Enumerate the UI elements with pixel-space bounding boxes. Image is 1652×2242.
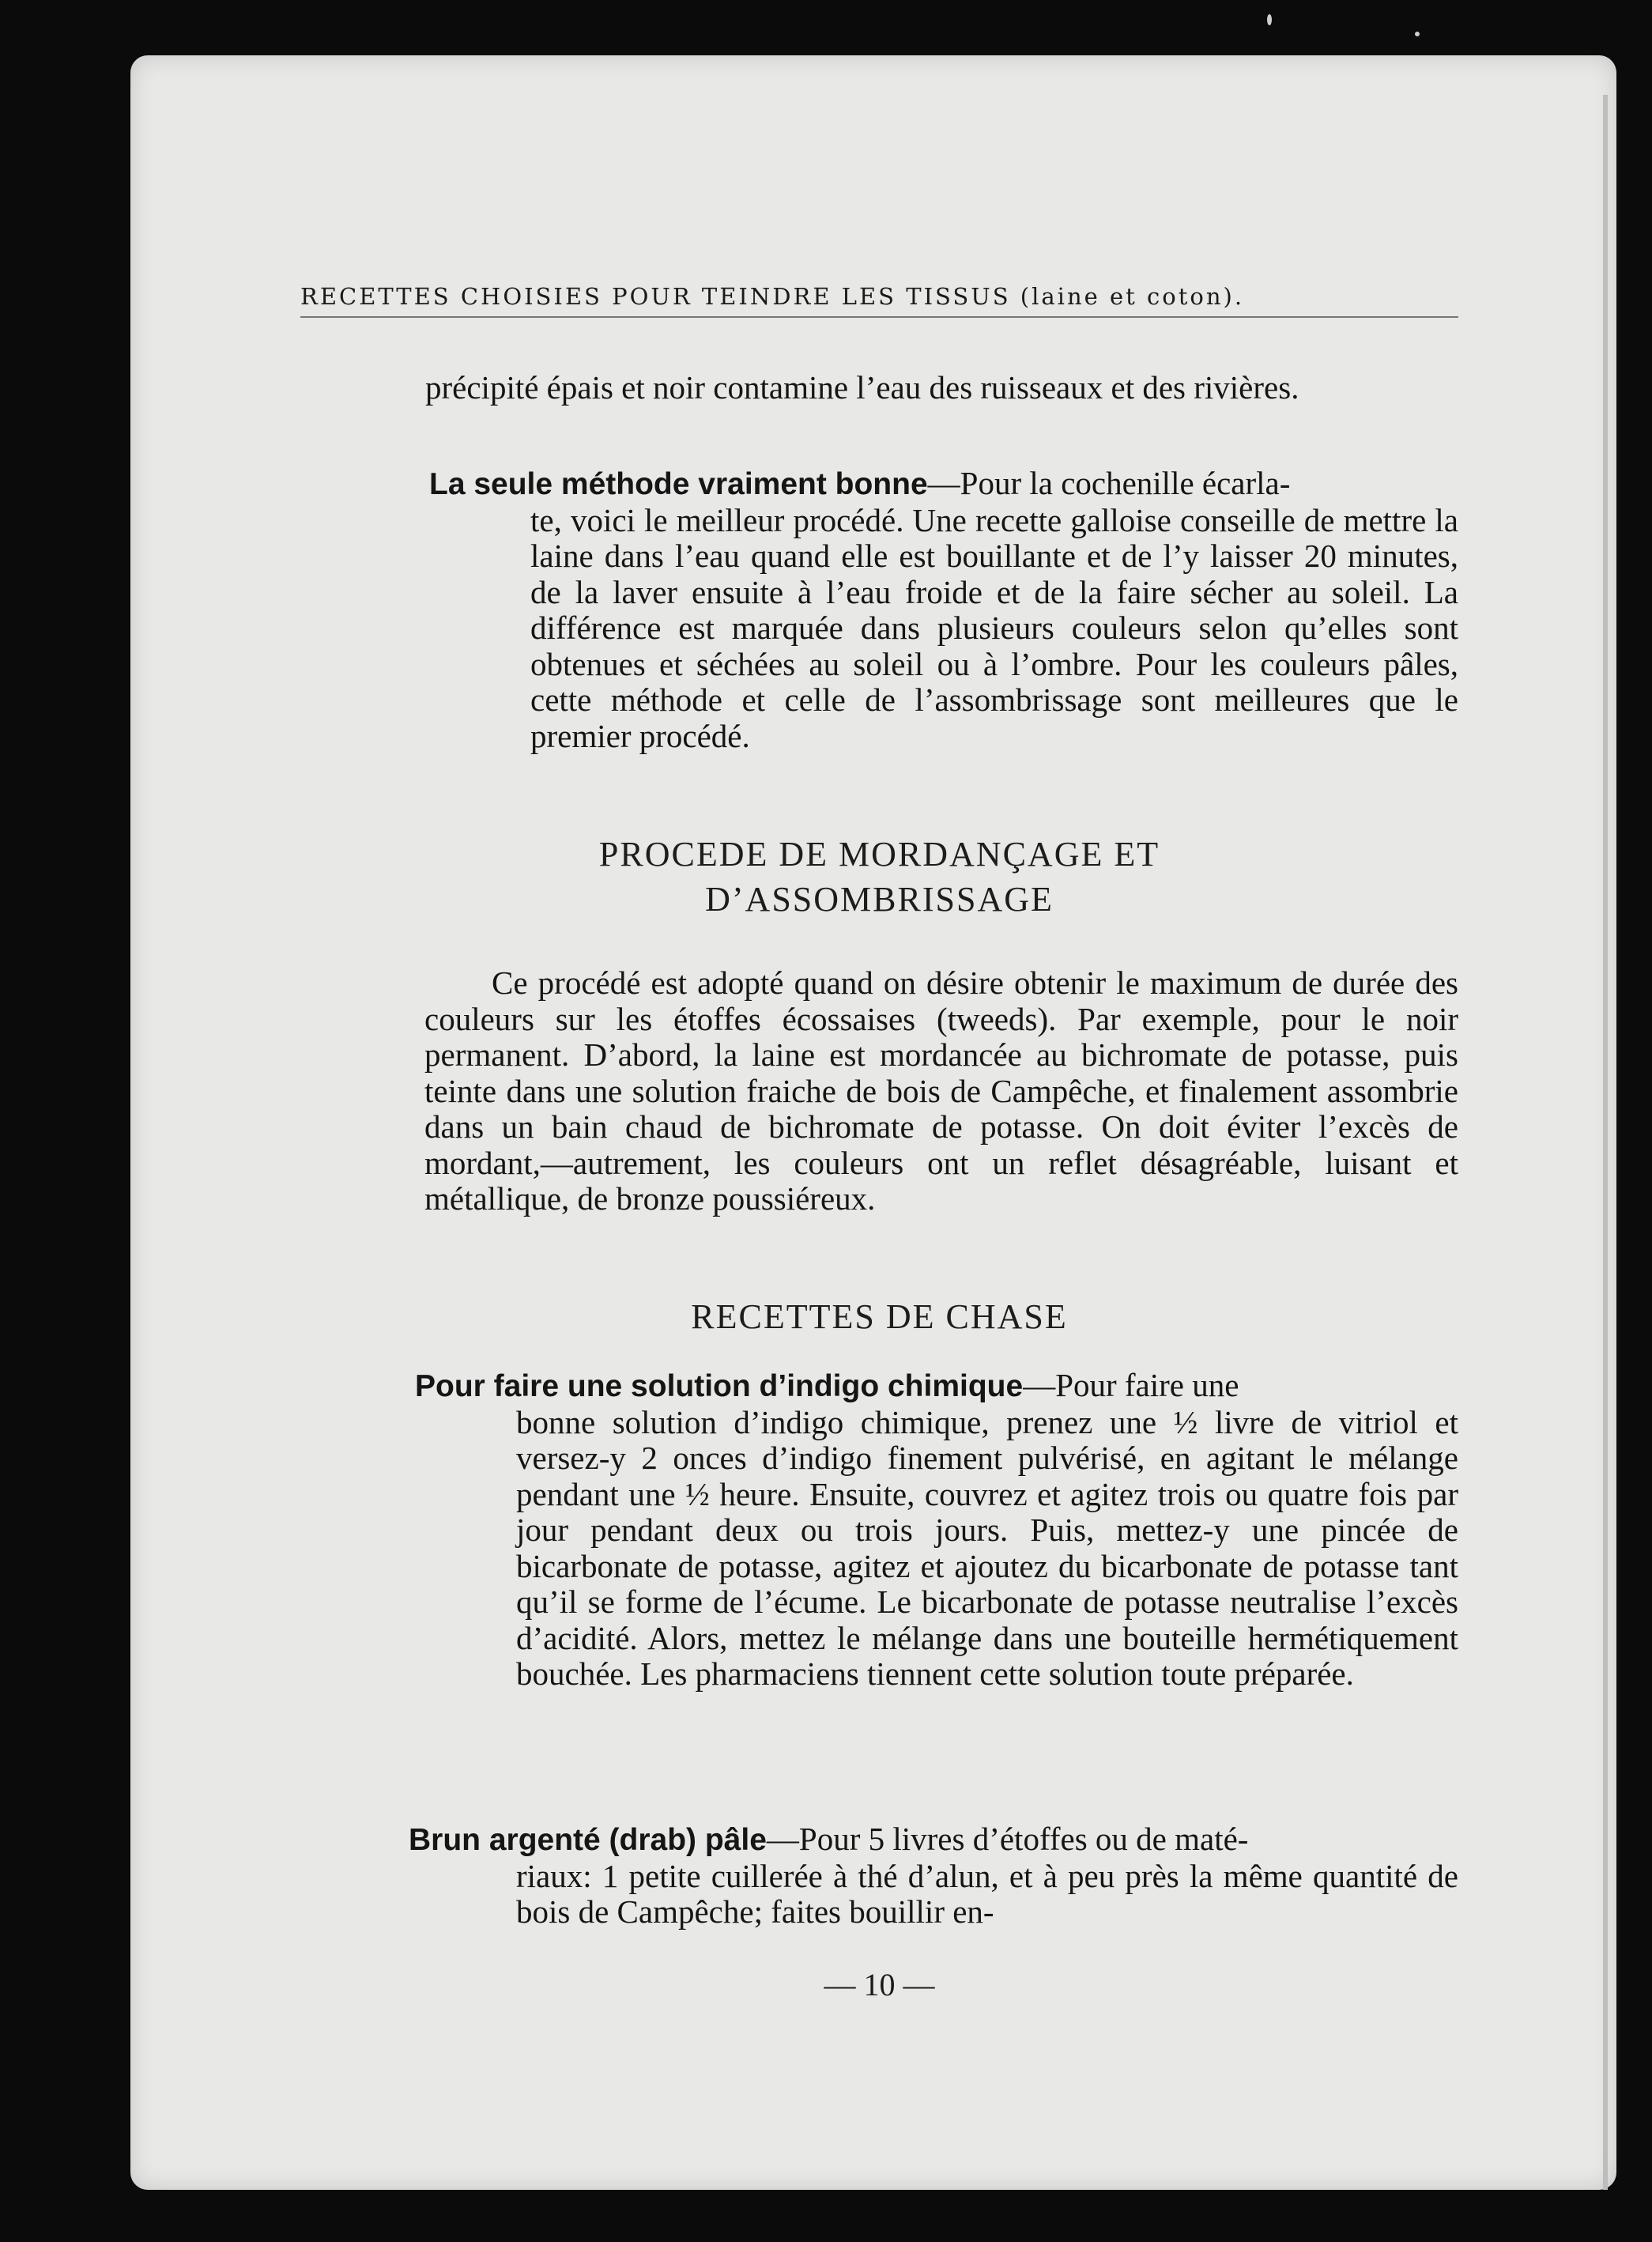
indigo-first-line: [415, 1368, 1458, 1405]
brun-first-line: [409, 1821, 1458, 1859]
scan-speck: [1415, 32, 1420, 36]
brun-recipe: [409, 1821, 1458, 1931]
section-heading-mordancage-line1: PROCEDE DE MORDANÇAGE ET: [598, 835, 1160, 874]
mordancage-paragraph: Ce procédé est adopté quand on désire obtenir le maximum de durée des couleurs sur les étoffes écossaises (tweeds). Par exemple, pour le noir permanent. D’abord, la laine est mordancée au bichromate de potasse, puis teinte dans une solution fraiche de bois de Campêche, et finalement assombrie dans un bain chaud de bichromate de potasse. On doit éviter l’excès de mordant,—autrement, les couleurs ont un reflet désagréable, luisant et métallique, de bronze poussiéreux.: [424, 964, 1458, 1217]
page-number: — 10 —: [824, 1967, 935, 2002]
indigo-body: bonne solution d’indigo chimique, prenez une ½ livre de vitriol et versez-y 2 onces d’indigo finement pulvérisé, en agitant le mélange pendant une ½ heure. Ensuite, couvrez et agitez trois ou quatre fois par jour pendant deux ou trois jours. Puis, mettez-y une pincée de bicarbonate de potasse, agitez et ajoutez du bicarbonate de potasse tant qu’il se forme de l’écume. Le bicarbonate de potasse neutralise l’excès d’acidité. Alors, mettez le mélange dans une bouteille hermétiquement bouchée. Les pharmaciens tiennent cette solution toute préparée.: [516, 1403, 1458, 1692]
brun-first-text: —Pour 5 livres d’étoffes ou de maté-: [766, 1821, 1249, 1857]
scan-speck: [1267, 14, 1272, 25]
continued-paragraph: précipité épais et noir contamine l’eau des ruisseaux et des rivières.: [425, 369, 1299, 406]
methode-lead: La seule méthode vraiment bonne: [429, 467, 928, 501]
page-edge: [1603, 95, 1608, 2190]
indigo-first-text: —Pour faire une: [1023, 1367, 1239, 1403]
indigo-lead: Pour faire une solution d’indigo chimique: [415, 1369, 1024, 1403]
methode-paragraph: [429, 466, 1458, 754]
indigo-recipe: [415, 1368, 1458, 1693]
header-rule: [300, 316, 1458, 318]
section-heading-mordancage-line2: D’ASSOMBRISSAGE: [705, 880, 1054, 919]
methode-first-line: [429, 466, 1458, 503]
brun-lead: Brun argenté (drab) pâle: [409, 1823, 767, 1857]
section-heading-chase: RECETTES DE CHASE: [691, 1297, 1068, 1336]
methode-first-text: —Pour la cochenille écarla-: [927, 465, 1291, 501]
running-header: RECETTES CHOISIES POUR TEINDRE LES TISSUS (laine et coton).: [300, 283, 1245, 310]
brun-body: riaux: 1 petite cuillerée à thé d’alun, et à peu près la même quantité de bois de Campêche; faites bouillir en-: [516, 1857, 1458, 1930]
methode-body: te, voici le meilleur procédé. Une recette galloise conseille de mettre la laine dans l’eau quand elle est bouillante et de l’y laisser 20 minutes, de la laver ensuite à l’eau froide et de la faire sécher au soleil. La différence est marquée dans plusieurs couleurs selon qu’elles sont obtenues et séchées au soleil ou à l’ombre. Pour les couleurs pâles, cette méthode et celle de l’assombrissage sont meilleures que le premier procédé.: [530, 501, 1458, 754]
